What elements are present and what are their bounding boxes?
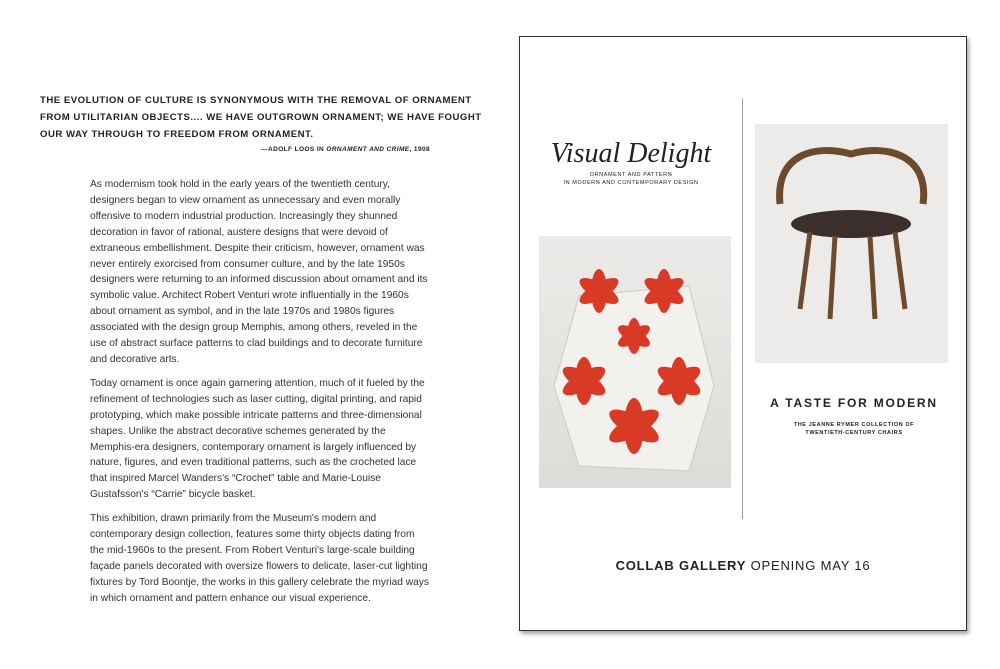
attribution-year: , 1908 xyxy=(409,146,430,153)
opening-announcement xyxy=(520,558,966,573)
quote-attribution xyxy=(40,145,430,155)
body-text xyxy=(90,177,430,607)
opening-date: OPENING MAY 16 xyxy=(746,558,871,573)
paragraph: This exhibition, drawn primarily from the Museum's modern and contemporary design collection, features some thirty objects dating from the mid-1960s to the present. From Robert Venturi's large-scale building façade panels decorated with oversize flowers to delicate, laser-cut lighting fixtures by Tord Boontje, the works in this gallery celebrate the myriad ways in which ornament and pattern enhance our visual experience. xyxy=(90,513,429,604)
visual-delight-subtitle-2: IN MODERN AND CONTEMPORARY DESIGN xyxy=(563,180,699,186)
visual-delight-header xyxy=(520,137,742,187)
taste-subtitle: THE JEANNE RYMER COLLECTION OF xyxy=(793,422,915,428)
flower-chair-image xyxy=(539,236,731,488)
gallery-name: COLLAB GALLERY xyxy=(615,558,747,573)
attribution-work: ORNAMENT AND CRIME xyxy=(326,146,410,153)
exhibition-poster xyxy=(519,36,967,631)
paragraph: Today ornament is once again garnering attention, much of it fueled by the refinement of technologies such as laser cutting, digital printing, and rapid prototyping, which make possible intricate patterns and three-dimensional shapes. Unlike the abstract decorative schemes generated by the Memphis-era designers, contemporary ornament is largely influenced by nature, figures, and even traditional patterns, such as the crocheted lace that inspired Marcel Wanders's “Crochet” table and Marie-Louise Gustafsson's “Carrie” bicycle basket. xyxy=(90,377,425,501)
taste-subtitle-2: TWENTIETH-CENTURY CHAIRS xyxy=(805,430,903,436)
left-column xyxy=(40,92,490,615)
taste-for-modern-header xyxy=(742,395,966,437)
visual-delight-subtitle: ORNAMENT AND PATTERN xyxy=(589,172,673,178)
taste-for-modern-title: A TASTE FOR MODERN xyxy=(770,396,938,410)
attribution-author: —ADOLF LOOS IN xyxy=(261,146,327,153)
paragraph: As modernism took hold in the early years of the twentieth century, designers began to view ornament as unnecessary and even morally offensive to modern industrial production. Increasingly they shunned decoration in favor of rational, austere designs that were devoid of extraneous embellishment. Despite their criticism, however, ornament was never entirely exorcised from consumer culture, and by the late 1950s designers were returning to an informed discussion about ornament and its symbolic value. Architect Robert Venturi wrote influentially in the 1960s about ornament as symbol, and in the late 1970s and 1980s figures associated with the design group Memphis, among others, reveled in the use of abstract surface patterns to clad buildings and to decorate furniture and decorative arts. xyxy=(90,179,428,365)
chair-image xyxy=(755,124,948,363)
visual-delight-title: Visual Delight xyxy=(550,138,712,169)
vertical-divider xyxy=(742,99,743,519)
epigraph-quote: THE EVOLUTION OF CULTURE IS SYNONYMOUS WITH THE REMOVAL OF ORNAMENT FROM UTILITARIAN OBJECTS.... WE HAVE OUTGROWN ORNAMENT; WE HAVE FOUGHT OUR WAY THROUGH TO FREEDOM FROM ORNAMENT. xyxy=(40,95,482,140)
